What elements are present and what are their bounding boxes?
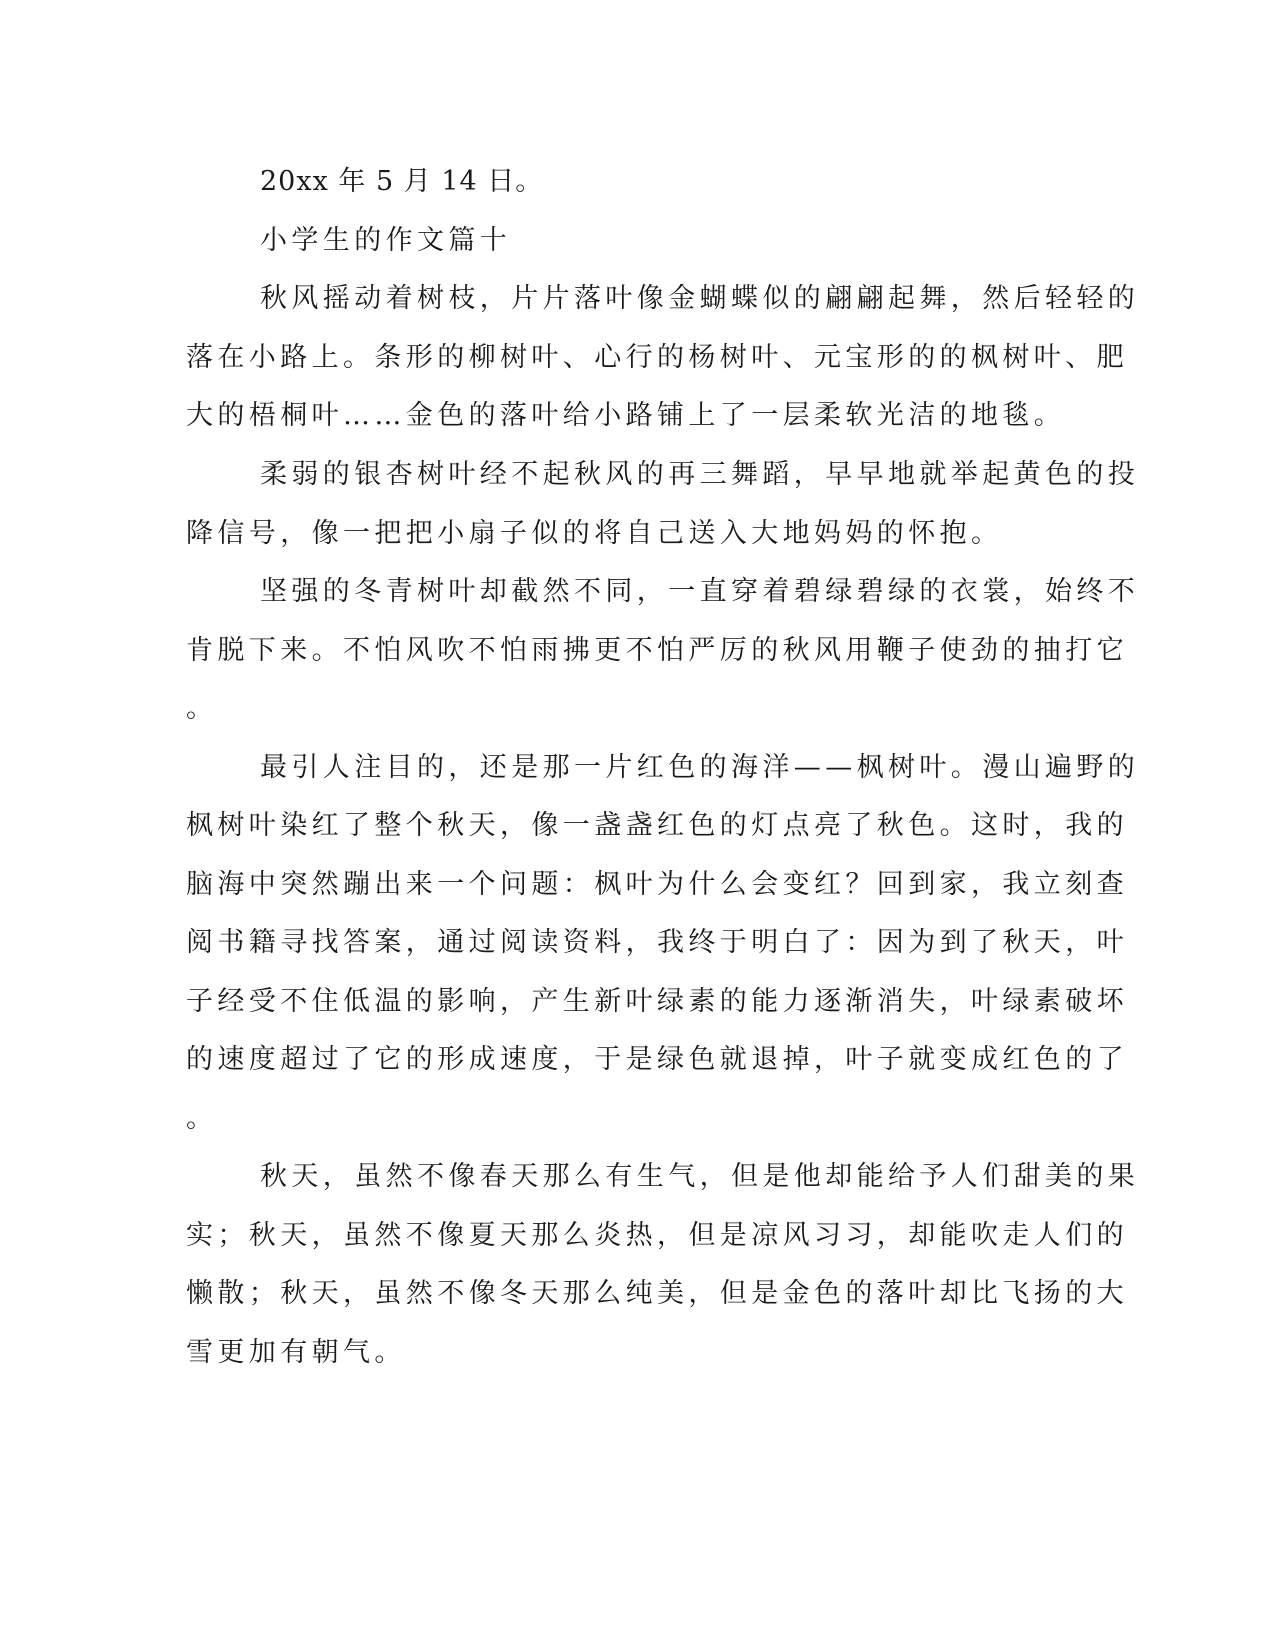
paragraph-3-line-3: 。 <box>186 693 218 724</box>
paragraph-5-line-4: 雪更加有朝气。 <box>186 1337 406 1368</box>
paragraph-4-line-7: 。 <box>186 1103 218 1134</box>
paragraph-4-line-2: 枫树叶染红了整个秋天，像一盏盏红色的灯点亮了秋色。这时，我的 <box>186 810 1128 841</box>
paragraph-1-line-1: 秋风摇动着树枝，片片落叶像金蝴蝶似的翩翩起舞，然后轻轻的 <box>260 283 1140 314</box>
paragraph-2-line-2: 降信号，像一把把小扇子似的将自己送入大地妈妈的怀抱。 <box>186 518 1003 549</box>
paragraph-2-line-1: 柔弱的银杏树叶经不起秋风的再三舞蹈，早早地就举起黄色的投 <box>260 459 1140 490</box>
paragraph-4-line-1: 最引人注目的，还是那一片红色的海洋——枫树叶。漫山遍野的 <box>260 752 1140 783</box>
paragraph-3-line-1: 坚强的冬青树叶却截然不同，一直穿着碧绿碧绿的衣裳，始终不 <box>260 576 1140 607</box>
paragraph-3-line-2: 肯脱下来。不怕风吹不怕雨拂更不怕严厉的秋风用鞭子使劲的抽打它 <box>186 635 1128 666</box>
paragraph-1-line-2: 落在小路上。条形的柳树叶、心行的杨树叶、元宝形的的枫树叶、肥 <box>186 342 1128 373</box>
date-line: 20xx 年 5 月 14 日。 <box>260 166 544 197</box>
paragraph-5-line-3: 懒散；秋天，虽然不像冬天那么纯美，但是金色的落叶却比飞扬的大 <box>186 1278 1128 1309</box>
paragraph-5-line-2: 实；秋天，虽然不像夏天那么炎热，但是凉风习习，却能吹走人们的 <box>186 1220 1128 1251</box>
paragraph-5-line-1: 秋天，虽然不像春天那么有生气，但是他却能给予人们甜美的果 <box>260 1161 1140 1192</box>
paragraph-4-line-6: 的速度超过了它的形成速度，于是绿色就退掉，叶子就变成红色的了 <box>186 1044 1128 1075</box>
paragraph-4-line-3: 脑海中突然蹦出来一个问题：枫叶为什么会变红？回到家，我立刻查 <box>186 869 1128 900</box>
paragraph-4-line-5: 子经受不住低温的影响，产生新叶绿素的能力逐渐消失，叶绿素破坏 <box>186 986 1128 1017</box>
essay-title: 小学生的作文篇十 <box>260 225 512 256</box>
paragraph-1-line-3: 大的梧桐叶……金色的落叶给小路铺上了一层柔软光洁的地毯。 <box>186 400 1066 431</box>
paragraph-4-line-4: 阅书籍寻找答案，通过阅读资料，我终于明白了：因为到了秋天，叶 <box>186 927 1128 958</box>
